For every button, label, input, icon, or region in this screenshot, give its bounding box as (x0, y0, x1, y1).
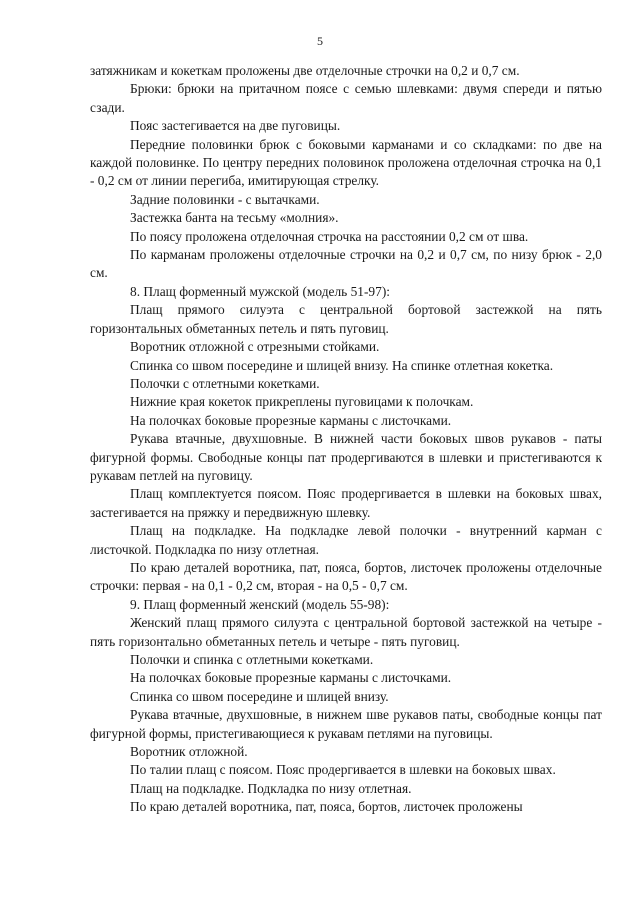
paragraph: По талии плащ с поясом. Пояс продергивается в шлевки на боковых швах. (130, 762, 556, 778)
paragraph: Спинка со швом посередине и шлицей внизу. (130, 688, 389, 704)
paragraph: Рукава втачные, двухшовные, в нижнем шве рукавов паты, свободные концы пат фигурной формы, пристегивающиеся к рукавам петлями на пуговицы. (90, 707, 602, 741)
paragraph: Задние половинки - с вытачками. (130, 191, 320, 207)
paragraph: На полочках боковые прорезные карманы с листочками. (130, 670, 452, 686)
paragraph: Спинка со швом посередине и шлицей внизу. На спинке отлетная кокетка. (130, 357, 554, 373)
paragraph: Брюки: брюки на притачном поясе с семью шлевками: двумя спереди и пятью сзади. (90, 81, 602, 115)
document-body (90, 62, 602, 817)
paragraph: Женский плащ прямого силуэта с центральной бортовой застежкой на четыре - пять горизонтально обметанных петель и четыре - пять пуговиц. (90, 615, 602, 649)
paragraph: Плащ прямого силуэта с центральной бортовой застежкой на пять горизонтальных обметанных петель и пять пуговиц. (90, 302, 602, 336)
page-number: 5 (317, 34, 323, 48)
paragraph: Плащ на подкладке. На подкладке левой полочки - внутренний карман с листочкой. Подкладка по низу отлетная. (90, 523, 602, 557)
paragraph: 9. Плащ форменный женский (модель 55-98): (130, 596, 390, 612)
paragraph: Плащ комплектуется поясом. Пояс продергивается в шлевки на боковых швах, застегивается на пряжку и передвижную шлевку. (90, 486, 602, 520)
paragraph: Нижние края кокеток прикреплены пуговицами к полочкам. (130, 394, 474, 410)
paragraph: Застежка банта на тесьму «молния». (130, 210, 339, 226)
paragraph: Полочки и спинка с отлетными кокетками. (130, 652, 374, 667)
paragraph: По краю деталей воротника, пат, пояса, бортов, листочек проложены отделочные строчки: первая - на 0,1 - 0,2 см, вторая - на 0,5 - 0,7 см. (90, 559, 602, 594)
paragraph: Рукава втачные, двухшовные. В нижней части боковых швов рукавов - паты фигурной формы. Свободные концы пат продергиваются в шлевки и пристегиваются к рукавам петлей на пуговицу. (90, 431, 602, 483)
paragraph: Передние половинки брюк с боковыми карманами и со складками: по две на каждой половинке. По центру передних половинок проложена отделочная строчка на 0,1 - 0,2 см от линии перегиба, имитирующая стрелку. (90, 136, 602, 189)
paragraph: Воротник отложной с отрезными стойками. (130, 339, 380, 355)
paragraph: затяжникам и кокеткам проложены две отделочные строчки на 0,2 и 0,7 см. (90, 63, 520, 78)
paragraph: 8. Плащ форменный мужской (модель 51-97): (130, 283, 391, 299)
paragraph: Полочки с отлетными кокетками. (130, 375, 320, 391)
paragraph: По поясу проложена отделочная строчка на расстоянии 0,2 см от шва. (130, 228, 529, 244)
paragraph: По краю деталей воротника, пат, пояса, бортов, листочек проложены (130, 799, 523, 815)
paragraph: На полочках боковые прорезные карманы с листочками. (130, 412, 452, 428)
paragraph: Пояс застегивается на две пуговицы. (130, 118, 341, 134)
paragraph: Воротник отложной. (130, 744, 248, 760)
paragraph: Плащ на подкладке. Подкладка по низу отлетная. (130, 780, 412, 796)
paragraph: По карманам проложены отделочные строчки на 0,2 и 0,7 см, по низу брюк - 2,0 см. (90, 247, 602, 281)
